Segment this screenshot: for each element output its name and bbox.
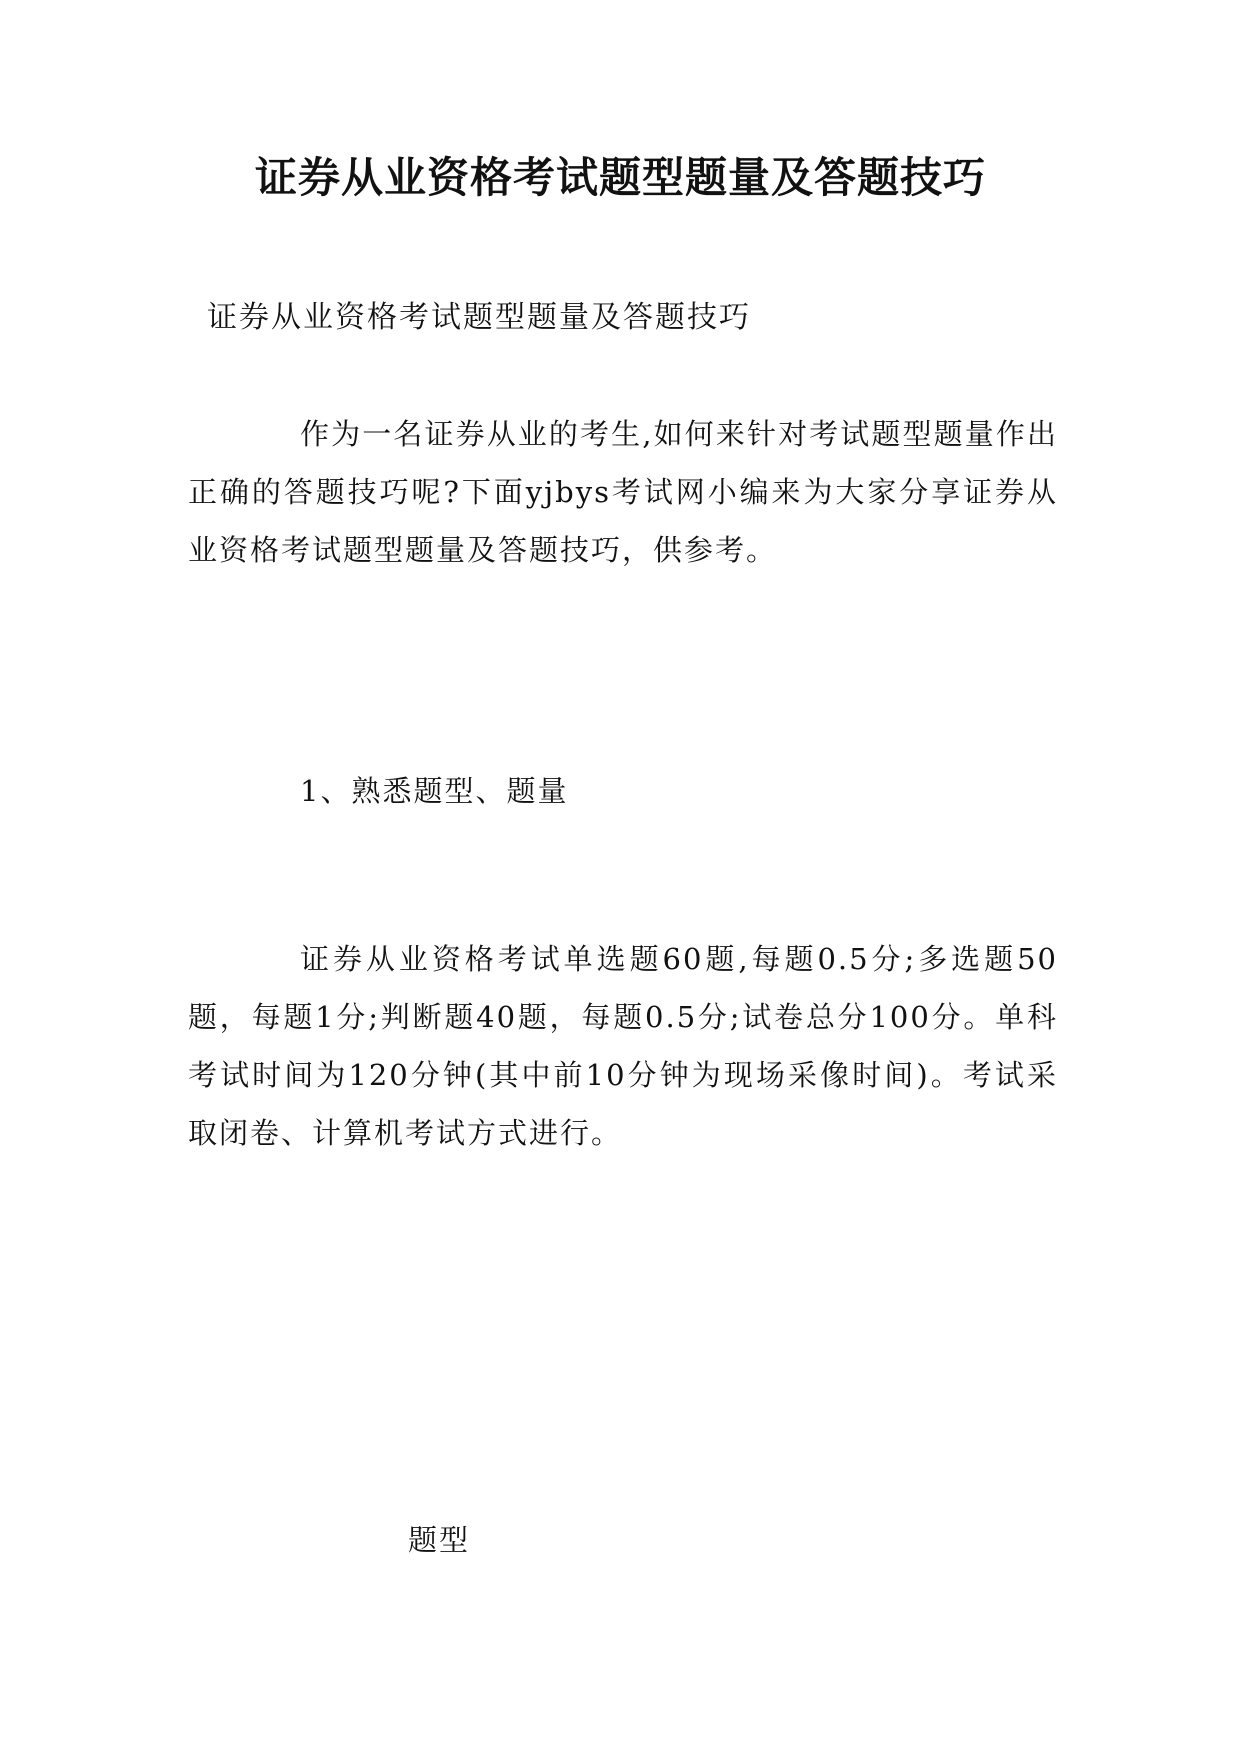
question-type-label: 题型 [408, 1523, 471, 1557]
document-subtitle: 证券从业资格考试题型题量及答题技巧 [207, 300, 751, 335]
exam-format-paragraph: 证券从业资格考试单选题60题,每题0.5分;多选题50题，每题1分;判断题40题，每题0.5分;试卷总分100分。单科考试时间为120分钟(其中前10分钟为现场采像时间)。考试采取闭卷、计算机考试方式进行。 [188, 942, 1058, 1150]
section-heading: 1、熟悉题型、题量 [300, 774, 569, 808]
intro-paragraph: 作为一名证券从业的考生,如何来针对考试题型题量作出正确的答题技巧呢?下面yjbys考试网小编来为大家分享证券从业资格考试题型题量及答题技巧，供参考。 [188, 417, 1058, 567]
document-title: 证券从业资格考试题型题量及答题技巧 [254, 153, 986, 202]
